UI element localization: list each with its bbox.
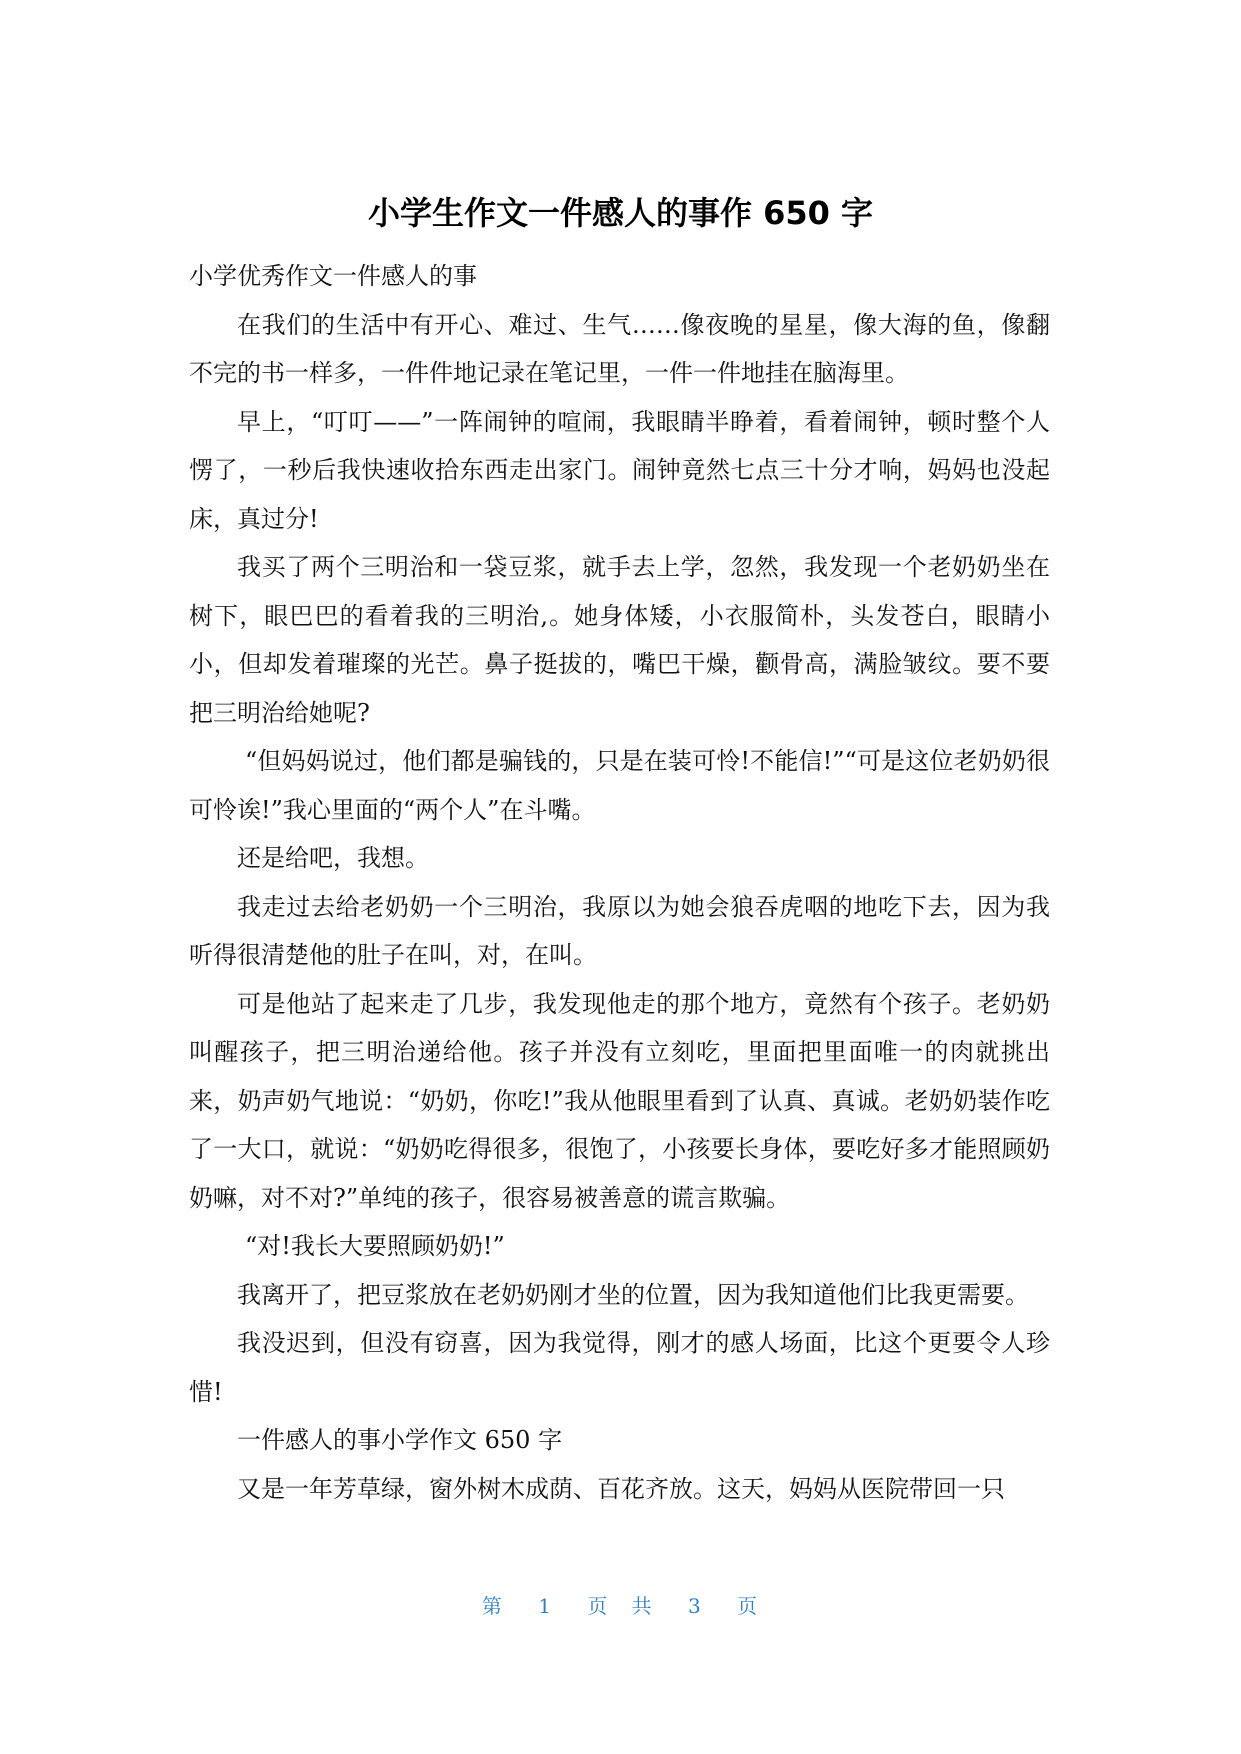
document-body xyxy=(189,252,1050,1513)
paragraph: “对!我长大要照顾奶奶!” xyxy=(245,1232,505,1260)
footer-current-page: 1 xyxy=(538,1594,553,1618)
paragraph: 还是给吧，我想。 xyxy=(237,844,429,872)
paragraph: 我没迟到，但没有窃喜，因为我觉得，刚才的感人场面，比这个更要令人珍惜! xyxy=(189,1329,1050,1406)
paragraph: 在我们的生活中有开心、难过、生气……像夜晚的星星，像大海的鱼，像翻不完的书一样多，一件件地记录在笔记里，一件一件地挂在脑海里。 xyxy=(189,310,1050,387)
paragraph: “但妈妈说过，他们都是骗钱的，只是在装可怜!不能信!”“可是这位老奶奶很可怜诶!”我心里面的“两个人”在斗嘴。 xyxy=(189,747,1050,824)
footer-middle: 页 共 xyxy=(587,1594,654,1618)
page-footer xyxy=(0,1590,1241,1619)
paragraph: 我买了两个三明治和一袋豆浆，就手去上学，忽然，我发现一个老奶奶坐在树下，眼巴巴的看着我的三明治,。她身体矮，小衣服简朴，头发苍白，眼睛小小，但却发着璀璨的光芒。鼻子挺拔的，嘴巴干燥，颧骨高，满脸皱纹。要不要把三明治给她呢? xyxy=(189,553,1050,727)
paragraph: 一件感人的事小学作文 650 字 xyxy=(237,1426,563,1454)
footer-prefix: 第 xyxy=(481,1594,504,1618)
paragraph: 又是一年芳草绿，窗外树木成荫、百花齐放。这天，妈妈从医院带回一只 xyxy=(237,1474,1005,1503)
paragraph: 我走过去给老奶奶一个三明治，我原以为她会狼吞虎咽的地吃下去，因为我听得很清楚他的肚子在叫，对，在叫。 xyxy=(189,892,1050,969)
footer-suffix: 页 xyxy=(737,1594,760,1618)
document-title: 小学生作文一件感人的事作 650 字 xyxy=(367,194,874,232)
paragraph: 我离开了，把豆浆放在老奶奶刚才坐的位置，因为我知道他们比我更需要。 xyxy=(237,1280,1029,1309)
paragraph: 小学优秀作文一件感人的事 xyxy=(189,262,477,290)
paragraph: 早上，“叮叮——”一阵闹钟的喧闹，我眼睛半睁着，看着闹钟，顿时整个人愣了，一秒后我快速收拾东西走出家门。闹钟竟然七点三十分才响，妈妈也没起床，真过分! xyxy=(189,407,1050,533)
paragraph: 可是他站了起来走了几步，我发现他走的那个地方，竟然有个孩子。老奶奶叫醒孩子，把三明治递给他。孩子并没有立刻吃，里面把里面唯一的肉就挑出来，奶声奶气地说：“奶奶，你吃!”我从他眼里看到了认真、真诚。老奶奶装作吃了一大口，就说：“奶奶吃得很多，很饱了，小孩要长身体，要吃好多才能照顾奶奶嘛，对不对?”单纯的孩子，很容易被善意的谎言欺骗。 xyxy=(189,989,1050,1212)
footer-total-pages: 3 xyxy=(688,1594,703,1618)
